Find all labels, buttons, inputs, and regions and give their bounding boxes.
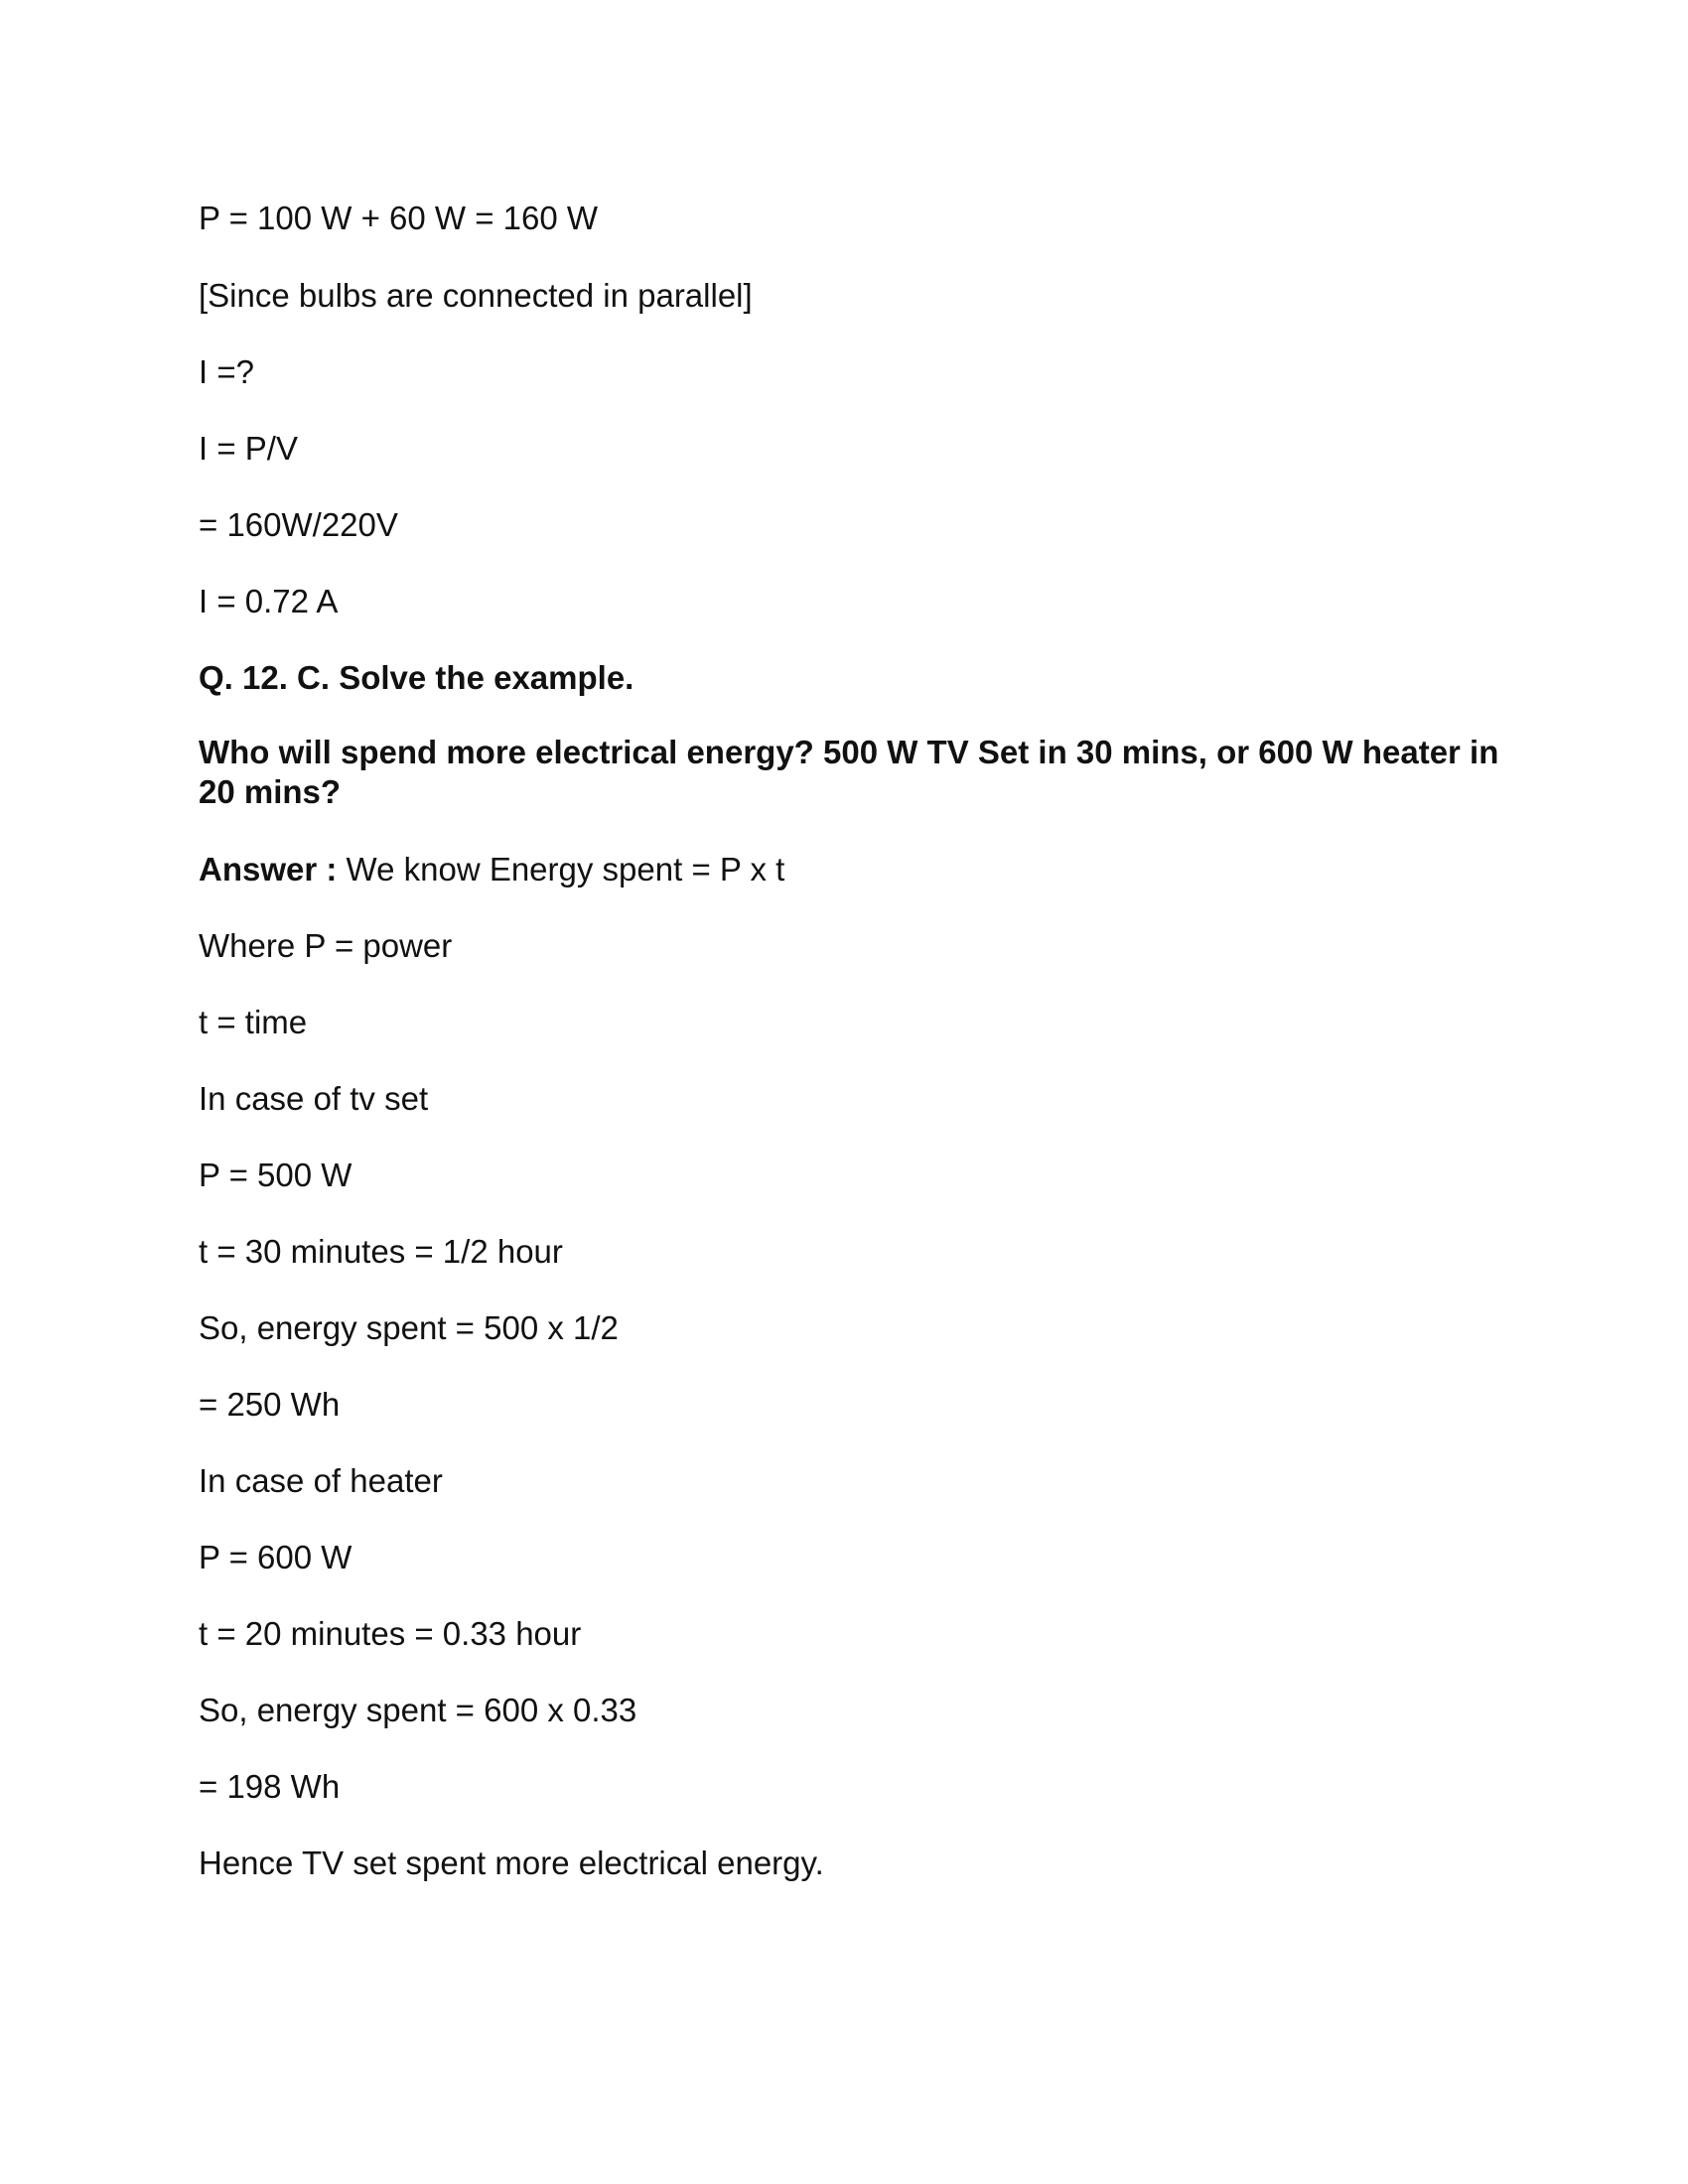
answer-intro-text: We know Energy spent = P x t xyxy=(337,851,785,887)
answer-line: t = 20 minutes = 0.33 hour xyxy=(199,1615,582,1652)
question-heading: Q. 12. C. Solve the example. xyxy=(199,659,634,696)
note-parallel: [Since bulbs are connected in parallel] xyxy=(199,277,753,314)
answer-line: = 250 Wh xyxy=(199,1386,341,1423)
answer-line: = 198 Wh xyxy=(199,1768,341,1805)
answer-line: t = time xyxy=(199,1004,308,1040)
current-result: I = 0.72 A xyxy=(199,583,339,619)
equation-total-power: P = 100 W + 60 W = 160 W xyxy=(199,200,599,236)
answer-line: t = 30 minutes = 1/2 hour xyxy=(199,1233,563,1270)
answer-line: So, energy spent = 500 x 1/2 xyxy=(199,1309,619,1346)
current-substitution: = 160W/220V xyxy=(199,506,398,543)
answer-intro xyxy=(199,850,784,889)
current-formula: I = P/V xyxy=(199,430,298,467)
conclusion: Hence TV set spent more electrical energy. xyxy=(199,1844,824,1881)
current-unknown: I =? xyxy=(199,353,254,390)
answer-line: So, energy spent = 600 x 0.33 xyxy=(199,1692,637,1728)
answer-line: In case of tv set xyxy=(199,1080,429,1117)
answer-line: In case of heater xyxy=(199,1462,443,1499)
answer-line: Where P = power xyxy=(199,927,453,964)
answer-line: P = 600 W xyxy=(199,1539,352,1575)
answer-label: Answer : xyxy=(199,851,338,887)
question-text: Who will spend more electrical energy? 500 W TV Set in 30 mins, or 600 W heater in 20 mins? xyxy=(199,734,1499,810)
answer-line: P = 500 W xyxy=(199,1157,352,1193)
